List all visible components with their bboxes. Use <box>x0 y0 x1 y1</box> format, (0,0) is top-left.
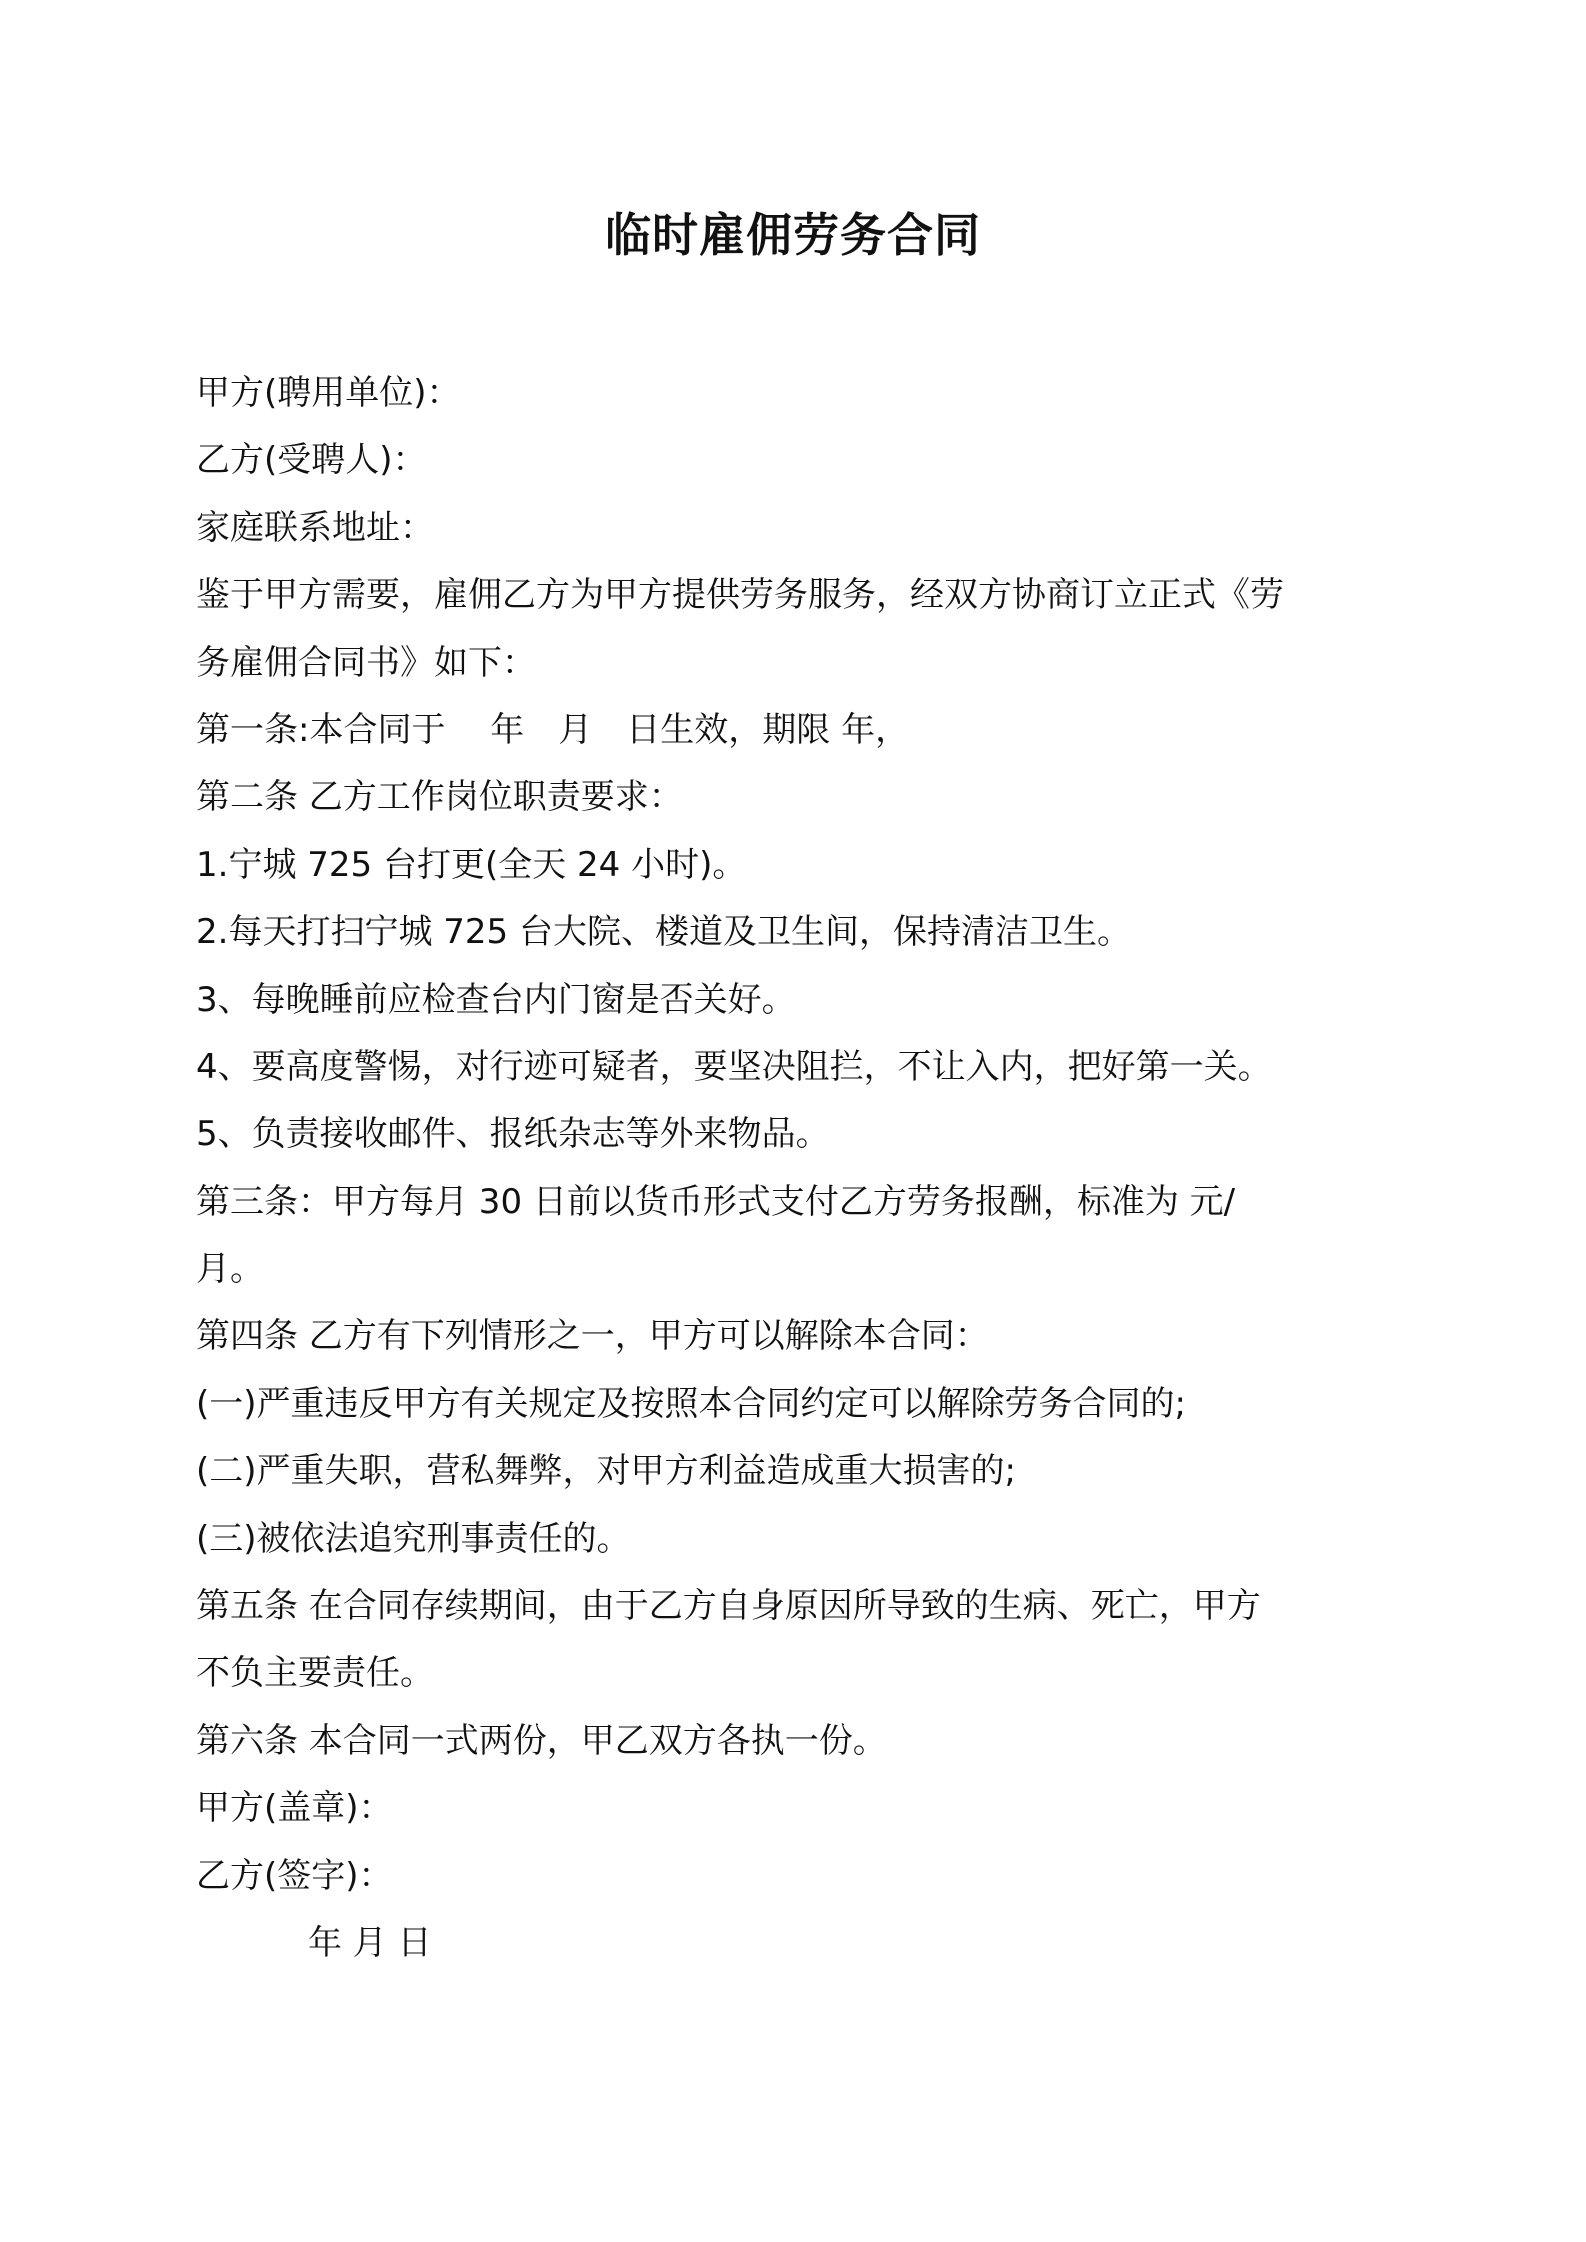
signing-date-line: 年 月 日 <box>308 1922 432 1963</box>
document-title: 临时雇佣劳务合同 <box>605 208 981 262</box>
duty-item-5: 5、负责接收邮件、报纸杂志等外来物品。 <box>196 1114 830 1155</box>
article-3-line-1: 第三条：甲方每月 30 日前以货币形式支付乙方劳务报酬，标准为 元/ <box>196 1181 1236 1222</box>
party-a-seal-line: 甲方(盖章)： <box>196 1788 393 1829</box>
preamble-line-1: 鉴于甲方需要，雇佣乙方为甲方提供劳务服务，经双方协商订立正式《劳 <box>196 575 1284 616</box>
party-a-line: 甲方(聘用单位)： <box>196 373 461 413</box>
preamble-line-2: 务雇佣合同书》如下： <box>196 642 536 683</box>
termination-item-1: (一)严重违反甲方有关规定及按照本合同约定可以解除劳务合同的; <box>196 1383 1186 1424</box>
party-b-line: 乙方(受聘人)： <box>196 440 427 481</box>
duty-item-3: 3、每晚睡前应检查台内门窗是否关好。 <box>196 979 796 1020</box>
article-5-line-2: 不负主要责任。 <box>196 1653 434 1694</box>
contract-body <box>196 360 1426 1977</box>
duty-item-1: 1.宁城 725 台打更(全天 24 小时)。 <box>196 844 747 885</box>
duty-item-4: 4、要高度警惕，对行迹可疑者，要坚决阻拦，不让入内，把好第一关。 <box>196 1046 1272 1087</box>
article-2-heading: 第二条 乙方工作岗位职责要求： <box>196 777 683 818</box>
article-1: 第一条:本合同于 年 月 日生效，期限 年， <box>196 709 910 750</box>
article-4-heading: 第四条 乙方有下列情形之一，甲方可以解除本合同： <box>196 1316 989 1357</box>
article-6: 第六条 本合同一式两份，甲乙双方各执一份。 <box>196 1720 887 1761</box>
termination-item-2: (二)严重失职，营私舞弊，对甲方利益造成重大损害的; <box>196 1451 1016 1492</box>
termination-item-3: (三)被依法追究刑事责任的。 <box>196 1518 631 1559</box>
home-address-line: 家庭联系地址： <box>196 507 434 548</box>
article-3-line-2: 月。 <box>196 1249 264 1290</box>
duty-item-2: 2.每天打扫宁城 725 台大院、楼道及卫生间，保持清洁卫生。 <box>196 912 1131 953</box>
article-5-line-1: 第五条 在合同存续期间，由于乙方自身原因所导致的生病、死亡，甲方 <box>196 1586 1261 1627</box>
party-b-signature-line: 乙方(签字)： <box>196 1855 393 1896</box>
